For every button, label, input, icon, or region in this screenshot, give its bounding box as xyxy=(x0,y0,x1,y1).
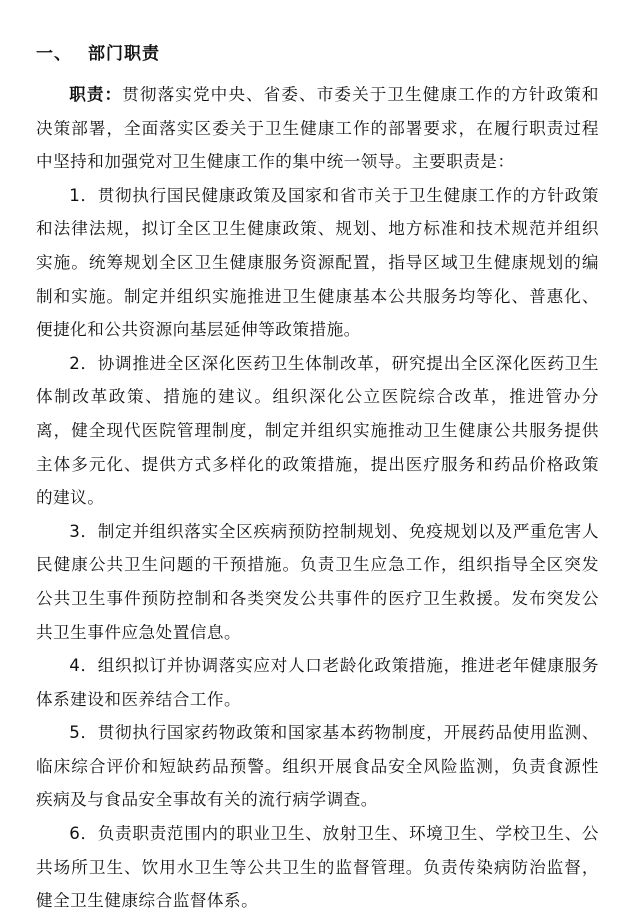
duty-item-6: 6．负责职责范围内的职业卫生、放射卫生、环境卫生、学校卫生、公共场所卫生、饮用水卫生等公共卫生的监督管理。负责传染病防治监督，健全卫生健康综合监督体系。 xyxy=(36,824,599,911)
intro-text: 贯彻落实党中央、省委、市委关于卫生健康工作的方针政策和决策部署，全面落实区委关于卫生健康工作的部署要求，在履行职责过程中坚持和加强党对卫生健康工作的集中统一领导。主要职责是： xyxy=(36,85,600,172)
section-title: 部门职责 xyxy=(88,44,160,64)
duty-item-2: 2．协调推进全区深化医药卫生体制改革，研究提出全区深化医药卫生体制改革政策、措施的建议。组织深化公立医院综合改革，推进管办分离，健全现代医院管理制度，制定并组织实施推动卫生健康公共服务提供主体多元化、提供方式多样化的政策措施，提出医疗服务和药品价格政策的建议。 xyxy=(36,353,599,508)
intro-lead: 职责： xyxy=(69,85,123,104)
duty-item-1: 1．贯彻执行国民健康政策及国家和省市关于卫生健康工作的方针政策和法律法规，拟订全区卫生健康政策、规划、地方标准和技术规范并组织实施。统筹规划全区卫生健康服务资源配置，指导区域卫生健康规划的编制和实施。制定并组织实施推进卫生健康基本公共服务均等化、普惠化、便捷化和公共资源向基层延伸等政策措施。 xyxy=(36,185,599,340)
section-heading xyxy=(36,43,160,65)
document-body xyxy=(36,78,599,918)
section-number: 一、 xyxy=(36,44,72,64)
duty-item-3: 3．制定并组织落实全区疾病预防控制规划、免疫规划以及严重危害人民健康公共卫生问题的干预措施。负责卫生应急工作，组织指导全区突发公共卫生事件预防控制和各类突发公共事件的医疗卫生救援。发布突发公共卫生事件应急处置信息。 xyxy=(36,521,599,642)
duty-item-5: 5．贯彻执行国家药物政策和国家基本药物制度，开展药品使用监测、临床综合评价和短缺药品预警。组织开展食品安全风险监测，负责食源性疾病及与食品安全事故有关的流行病学调查。 xyxy=(36,723,599,810)
intro-paragraph xyxy=(36,78,599,179)
duty-item-4: 4．组织拟订并协调落实应对人口老龄化政策措施，推进老年健康服务体系建设和医养结合工作。 xyxy=(36,656,599,709)
